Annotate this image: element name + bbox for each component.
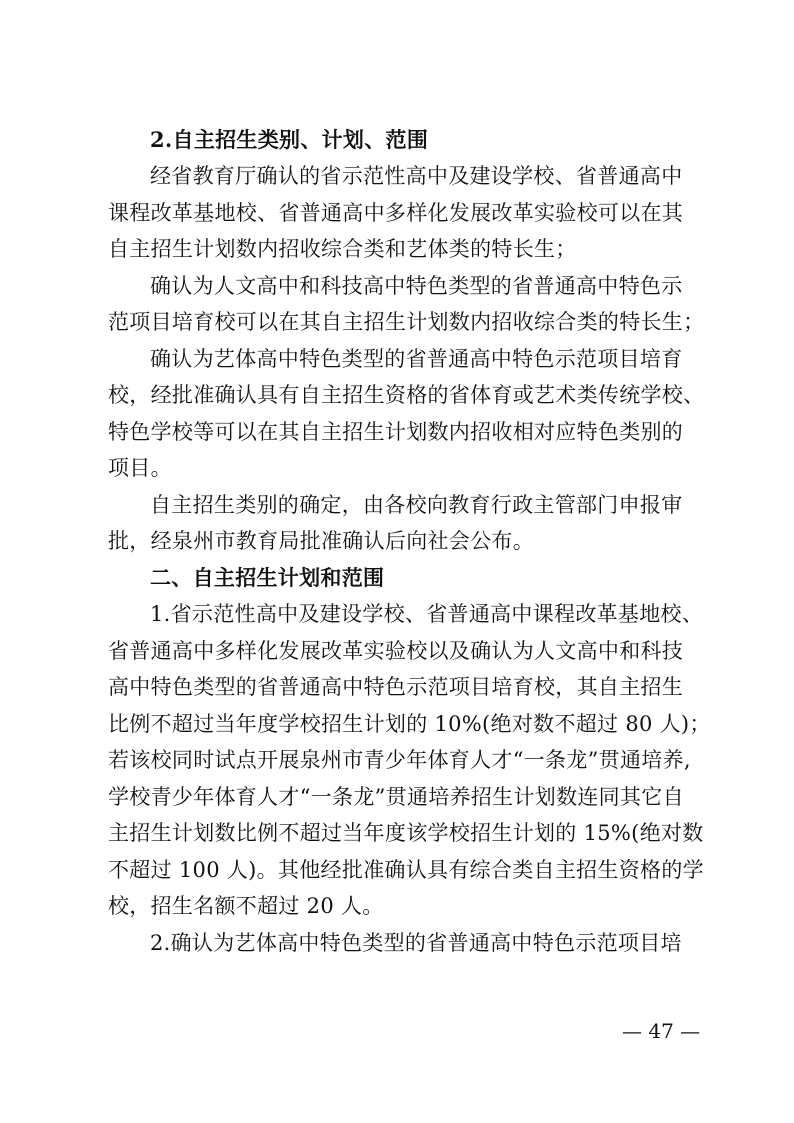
- paragraph-line: 经省教育厅确认的省示范性高中及建设学校、省普通高中: [150, 164, 683, 188]
- paragraph-line: 课程改革基地校、省普通高中多样化发展改革实验校可以在其: [108, 201, 684, 225]
- paragraph-line: 主招生计划数比例不超过当年度该学校招生计划的 15%(绝对数: [108, 821, 704, 845]
- paragraph-line: 2.确认为艺体高中特色类型的省普通高中特色示范项目培: [150, 931, 682, 955]
- paragraph-line: 自主招生计划数内招收综合类和艺体类的特长生；: [108, 237, 577, 261]
- paragraph-line: 校，招生名额不超过 20 人。: [108, 894, 384, 918]
- paragraph-line: 项目。: [108, 456, 172, 480]
- paragraph-line: 范项目培育校可以在其自主招生计划数内招收综合类的特长生；: [108, 310, 705, 334]
- paragraph-line: 比例不超过当年度学校招生计划的 10%(绝对数不超过 80 人)；: [108, 712, 711, 736]
- paragraph-line: 不超过 100 人)。其他经批准确认具有综合类自主招生资格的学: [108, 858, 704, 882]
- section-heading: 二、自主招生计划和范围: [150, 565, 385, 590]
- paragraph-line: 批，经泉州市教育局批准确认后向社会公布。: [108, 529, 534, 553]
- paragraph-line: 高中特色类型的省普通高中特色示范项目培育校，其自主招生: [108, 675, 684, 699]
- paragraph-line: 特色学校等可以在其自主招生计划数内招收相对应特色类别的: [108, 420, 684, 444]
- page-number: — 47 —: [622, 1019, 701, 1043]
- paragraph-line: 1.省示范性高中及建设学校、省普通高中课程改革基地校、: [150, 602, 704, 626]
- paragraph-line: 自主招生类别的确定，由各校向教育行政主管部门申报审: [150, 493, 683, 517]
- paragraph-line: 确认为艺体高中特色类型的省普通高中特色示范项目培育: [150, 347, 683, 371]
- paragraph-line: 确认为人文高中和科技高中特色类型的省普通高中特色示: [150, 274, 683, 298]
- paragraph-line: 校，经批准确认具有自主招生资格的省体育或艺术类传统学校、: [108, 383, 705, 407]
- paragraph-line: 若该校同时试点开展泉州市青少年体育人才“一条龙”贯通培养,: [108, 748, 691, 772]
- paragraph-line: 学校青少年体育人才“一条龙”贯通培养招生计划数连同其它自: [108, 785, 684, 809]
- paragraph-line: 省普通高中多样化发展改革实验校以及确认为人文高中和科技: [108, 639, 684, 663]
- section-heading: 2.自主招生类别、计划、范围: [150, 127, 429, 152]
